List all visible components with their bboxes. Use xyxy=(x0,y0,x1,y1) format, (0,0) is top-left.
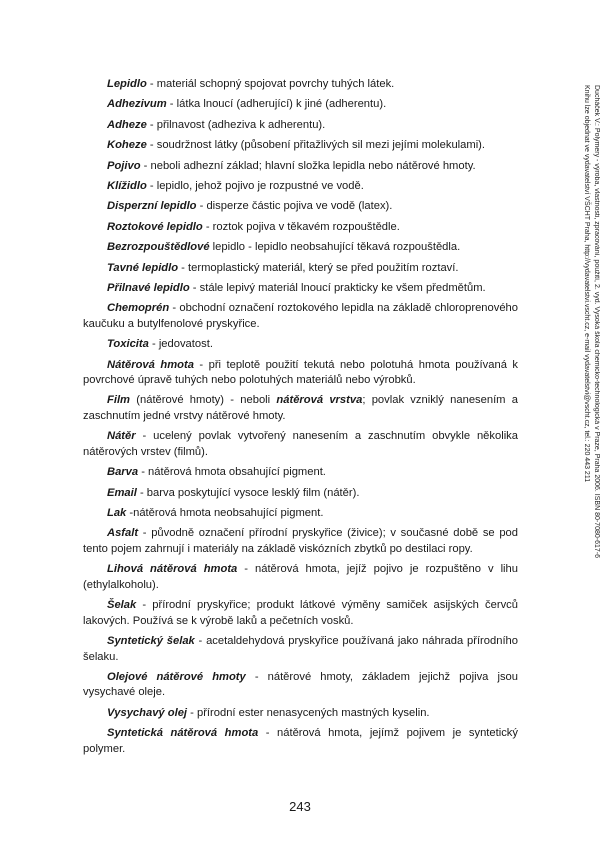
glossary-entry xyxy=(83,526,518,557)
glossary-definition: - přilnavost (adheziva k adherentu). xyxy=(146,118,326,131)
glossary-entry xyxy=(107,261,518,277)
glossary-definition: - přírodní ester nenasycených mastných kyselin. xyxy=(187,706,430,719)
glossary-definition: - látka lnoucí (adherující) k jiné (adherentu). xyxy=(166,98,387,111)
glossary-definition: - nátěrová hmota, jejímž pojivem je syntetický polymer. xyxy=(83,727,518,755)
order-info-line: Knihu lze objednat ve vydavatelství VŠCHT Praha, http://vydavatelstvi.vscht.cz, e-mail vydavatelstvi@vscht.cz, tel.: 220 443 211 xyxy=(583,85,590,483)
glossary-term: nátěrová vrstva xyxy=(276,394,363,407)
glossary-term: Chemoprén xyxy=(107,302,170,315)
glossary-entry xyxy=(107,97,518,113)
glossary-term: Film xyxy=(107,394,130,407)
glossary-definition: - ucelený povlak vytvořený nanesením a zaschnutím obvykle několika nátěrových vrstev (filmů). xyxy=(83,430,518,458)
glossary-definition: - termoplastický materiál, který se před použitím roztaví. xyxy=(178,261,459,274)
glossary-term: Tavné lepidlo xyxy=(107,261,179,274)
glossary-entry xyxy=(83,598,518,629)
glossary-entry xyxy=(83,393,518,424)
glossary-term: Bezrozpouštědlové xyxy=(107,241,210,254)
glossary-definition: (nátěrové hmoty) - neboli xyxy=(130,394,277,407)
glossary-definition: - jedovatost. xyxy=(148,338,213,351)
glossary-entry xyxy=(107,179,518,195)
glossary-entry xyxy=(107,138,518,154)
glossary-definition: lepidlo - lepidlo neobsahující těkavá rozpouštědla. xyxy=(209,241,461,254)
glossary-definition: - materiál schopný spojovat povrchy tuhých látek. xyxy=(146,78,395,90)
glossary-definition: - neboli adhezní základ; hlavní složka lepidla nebo nátěrové hmoty. xyxy=(140,159,476,172)
glossary-definition: -nátěrová hmota neobsahující pigment. xyxy=(126,507,324,520)
glossary-definition: - nátěrová hmota obsahující pigment. xyxy=(138,466,326,479)
glossary-definition: - roztok pojiva v těkavém rozpouštědle. xyxy=(202,220,400,233)
glossary-term: Adheze xyxy=(107,118,147,131)
page-number: 243 xyxy=(289,799,311,814)
citation-line: Ducháček V.: Polymery - výroba, vlastnosti, zpracování, použití, 2. vyd. Vysoká škola chemicko-technologická v Praze, Praha 2006. ISBN 80-7080-617-6 xyxy=(593,85,600,558)
glossary-definition: - při teplotě použití tekutá nebo polotuhá hmota používaná k povrchové úpravě tuhých nebo polotuhých materiálů nebo výrobků. xyxy=(83,358,518,387)
glossary-term: Asfalt xyxy=(107,527,139,540)
glossary-term: Přilnavé lepidlo xyxy=(107,281,190,294)
glossary-entry xyxy=(107,118,518,134)
glossary-term: Klížidlo xyxy=(107,179,147,192)
glossary-term: Lepidlo xyxy=(107,78,147,90)
glossary-term: Adhezivum xyxy=(107,98,167,111)
glossary-term: Pojivo xyxy=(107,159,141,172)
glossary-definition: - disperze částic pojiva ve vodě (latex). xyxy=(196,200,393,213)
glossary-definition: - soudržnost látky (působení přitažlivých sil mezi jejími molekulami). xyxy=(146,139,486,152)
glossary-entry xyxy=(107,506,518,522)
glossary-term: Vysychavý olej xyxy=(107,706,188,719)
glossary-entry xyxy=(83,726,518,757)
glossary-term: Koheze xyxy=(107,139,147,152)
glossary-entry xyxy=(83,562,518,593)
glossary-term: Šelak xyxy=(107,599,137,612)
glossary-entry xyxy=(83,301,518,332)
glossary-entry xyxy=(107,77,518,93)
glossary-entry xyxy=(83,670,518,701)
glossary-definition: - nátěrová hmota, jejíž pojivo je rozpuštěno v lihu (ethylalkoholu). xyxy=(83,563,518,591)
glossary-definition: - lepidlo, jehož pojivo je rozpustné ve vodě. xyxy=(146,179,364,192)
glossary-definition: ; povlak vzniklý nanesením a zaschnutím jedné vrstvy nátěrové hmoty. xyxy=(83,394,518,422)
glossary-term: Toxicita xyxy=(107,338,149,351)
glossary-definition: - obchodní označení roztokového lepidla na základě chloroprenového kaučuku a butylfenolové pryskyřice. xyxy=(83,302,518,330)
glossary-term: Lihová nátěrová hmota xyxy=(107,563,238,576)
citation-sidebar xyxy=(566,85,600,665)
glossary-entry xyxy=(107,199,518,215)
glossary-term: Nátěrová hmota xyxy=(107,358,194,371)
glossary-term: Lak xyxy=(107,507,127,520)
glossary-term: Barva xyxy=(107,466,139,479)
glossary-term: Syntetická nátěrová hmota xyxy=(107,727,259,740)
glossary-term: Disperzní lepidlo xyxy=(107,200,197,213)
glossary-term: Roztokové lepidlo xyxy=(107,220,203,233)
glossary-definition: - acetaldehydová pryskyřice používaná jako náhrada přírodního šelaku. xyxy=(83,635,518,663)
glossary-definition: - stále lepivý materiál lnoucí prakticky ke všem předmětům. xyxy=(189,281,486,294)
glossary-definition: - přírodní pryskyřice; produkt látkové výměny samiček asijských červců lakových. Používá se k výrobě laků a pečetních vosků. xyxy=(83,599,518,627)
glossary-entry xyxy=(83,634,518,665)
glossary-entry xyxy=(107,220,518,236)
glossary-entry xyxy=(107,281,518,297)
glossary-term: Olejové nátěrové hmoty xyxy=(107,670,246,683)
glossary-list xyxy=(83,77,518,762)
glossary-entry xyxy=(107,486,518,502)
glossary-entry xyxy=(83,358,518,389)
glossary-entry xyxy=(83,429,518,460)
glossary-term: Nátěr xyxy=(107,430,136,443)
glossary-entry xyxy=(107,337,518,353)
glossary-entry xyxy=(107,465,518,481)
glossary-definition: - nátěrové hmoty, základem jejichž pojiva jsou vysychavé oleje. xyxy=(83,670,518,699)
glossary-definition: - barva poskytující vysoce lesklý film (nátěr). xyxy=(136,486,360,499)
glossary-entry xyxy=(107,240,518,256)
glossary-term: Syntetický šelak xyxy=(107,635,195,648)
glossary-definition: - původně označení přírodní pryskyřice (živice); v současné době se pod tento pojem zahrnují i materiály na základě viskózních zbytků po destilaci ropy. xyxy=(83,527,518,555)
glossary-entry xyxy=(107,159,518,175)
glossary-term: Email xyxy=(107,486,137,499)
glossary-entry xyxy=(107,706,518,722)
